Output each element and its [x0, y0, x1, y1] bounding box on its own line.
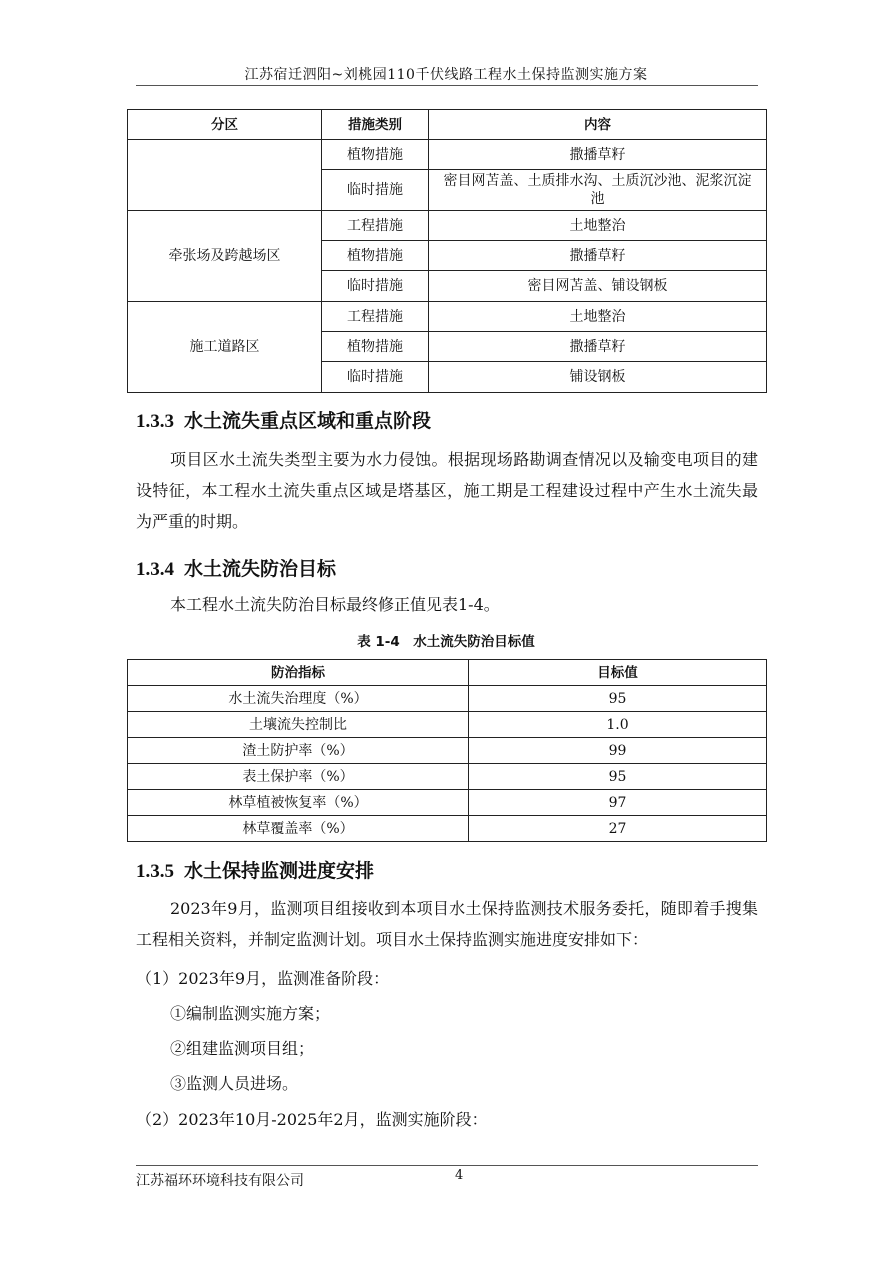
table-row: [128, 302, 767, 332]
table-row: [128, 816, 767, 842]
page-header: 江苏宿迁泗阳~刘桃园110千伏线路工程水土保持监测实施方案: [244, 67, 648, 83]
paragraph: 2023年9月，监测项目组接收到本项目水土保持监测技术服务委托，随即着手搜集工程相关资料，并制定监测计划。项目水土保持监测实施进度安排如下：: [136, 899, 758, 949]
indicator-cell: 林草植被恢复率（%）: [128, 790, 469, 816]
content-cell: 土地整治: [429, 211, 767, 241]
table-header-row: [128, 110, 767, 140]
zone-cell: [128, 140, 322, 211]
section-heading-1-3-3: [136, 406, 431, 433]
content-cell: 铺设钢板: [429, 362, 767, 393]
table-header: 内容: [429, 110, 767, 140]
type-cell: 植物措施: [322, 332, 429, 362]
table-row: [128, 790, 767, 816]
value-cell: 1.0: [469, 712, 767, 738]
table-row: [128, 211, 767, 241]
table-row: [128, 764, 767, 790]
table-row: [128, 738, 767, 764]
table-header: 分区: [128, 110, 322, 140]
footer-company: 江苏福环环境科技有限公司: [136, 1173, 304, 1189]
value-cell: 97: [469, 790, 767, 816]
type-cell: 临时措施: [322, 170, 429, 211]
section-heading-1-3-5: [136, 856, 374, 883]
zone-cell: 牵张场及跨越场区: [128, 211, 322, 302]
section-title: 水土流失重点区域和重点阶段: [184, 410, 432, 432]
section-heading-1-3-4: [136, 554, 336, 581]
table-row: [128, 686, 767, 712]
measures-table: [127, 109, 767, 393]
content-cell: 撒播草籽: [429, 332, 767, 362]
indicator-cell: 林草覆盖率（%）: [128, 816, 469, 842]
indicator-cell: 土壤流失控制比: [128, 712, 469, 738]
type-cell: 植物措施: [322, 241, 429, 271]
section-title: 水土保持监测进度安排: [184, 860, 375, 882]
section-title: 水土流失防治目标: [184, 558, 337, 580]
type-cell: 工程措施: [322, 211, 429, 241]
type-cell: 植物措施: [322, 140, 429, 170]
value-cell: 27: [469, 816, 767, 842]
table-caption: 表 1-4 水土流失防治目标值: [357, 634, 535, 650]
type-cell: 临时措施: [322, 271, 429, 302]
list-item: （1）2023年9月，监测准备阶段：: [136, 969, 390, 988]
zone-cell: 施工道路区: [128, 302, 322, 393]
section-number: 1.3.4: [136, 559, 174, 580]
table-header: 防治指标: [128, 660, 469, 686]
content-cell: 撒播草籽: [429, 140, 767, 170]
content-cell: 密目网苫盖、铺设钢板: [429, 271, 767, 302]
section-number: 1.3.3: [136, 411, 174, 432]
footer-divider: [136, 1165, 758, 1166]
header-divider: [136, 85, 758, 86]
content-cell: 密目网苫盖、土质排水沟、土质沉沙池、泥浆沉淀池: [429, 170, 767, 211]
content-cell: 土地整治: [429, 302, 767, 332]
list-item: ③监测人员进场。: [170, 1074, 299, 1093]
value-cell: 95: [469, 686, 767, 712]
type-cell: 临时措施: [322, 362, 429, 393]
content-cell: 撒播草籽: [429, 241, 767, 271]
table-row: [128, 140, 767, 170]
list-item: （2）2023年10月-2025年2月，监测实施阶段：: [136, 1110, 488, 1129]
type-cell: 工程措施: [322, 302, 429, 332]
paragraph: 本工程水土流失防治目标最终修正值见表1-4。: [170, 595, 500, 614]
paragraph: 项目区水土流失类型主要为水力侵蚀。根据现场路勘调查情况以及输变电项目的建设特征，本工程水土流失重点区域是塔基区，施工期是工程建设过程中产生水土流失最为严重的时期。: [136, 450, 758, 531]
indicator-cell: 表土保护率（%）: [128, 764, 469, 790]
list-item: ②组建监测项目组；: [170, 1039, 315, 1058]
list-item: ①编制监测实施方案；: [170, 1004, 331, 1023]
indicator-cell: 渣土防护率（%）: [128, 738, 469, 764]
section-number: 1.3.5: [136, 861, 174, 882]
targets-table: [127, 659, 767, 842]
indicator-cell: 水土流失治理度（%）: [128, 686, 469, 712]
table-header-row: [128, 660, 767, 686]
page-number: 4: [455, 1168, 464, 1183]
table-header: 目标值: [469, 660, 767, 686]
table-header: 措施类别: [322, 110, 429, 140]
table-row: [128, 712, 767, 738]
value-cell: 99: [469, 738, 767, 764]
value-cell: 95: [469, 764, 767, 790]
